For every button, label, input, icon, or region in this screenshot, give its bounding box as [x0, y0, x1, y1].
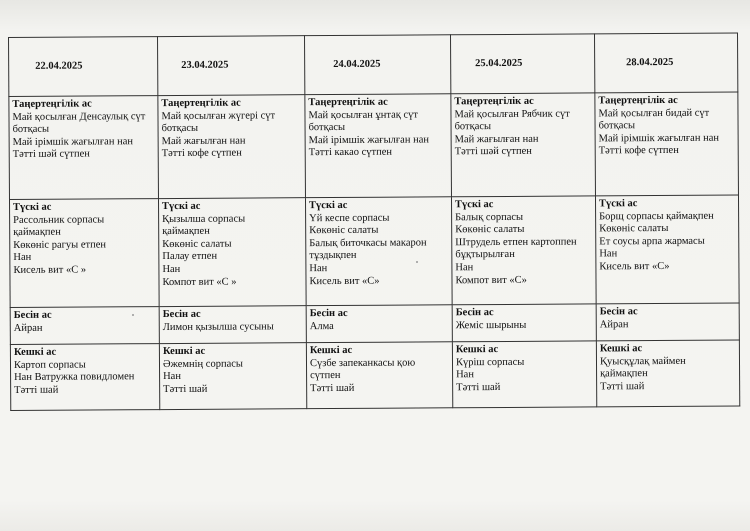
meal-title: Таңертеңгілік ас	[598, 94, 678, 107]
menu-item: Май қосылған Рябчик сүт	[454, 108, 570, 120]
menu-item: Көкөніс рагуы етпен	[13, 239, 107, 251]
menu-item: Борщ сорпасы қаймақпен	[599, 210, 714, 222]
menu-item: Көкөніс салаты	[162, 238, 232, 250]
menu-item: Айран	[13, 322, 43, 334]
menu-item: Тәтті шай	[14, 384, 59, 396]
scan-speck	[416, 261, 418, 263]
menu-item: Май қосылған Денсаулық сүт	[12, 110, 146, 123]
menu-item: Нан	[163, 371, 181, 383]
menu-item: Сүзбе запеканкасы қою	[309, 357, 416, 369]
meal-title: Кешкі ас	[13, 346, 57, 358]
dinner-cell	[159, 343, 306, 410]
lunch-cell	[595, 195, 739, 304]
meal-title: Түскі ас	[454, 199, 494, 211]
dinner-row	[10, 340, 739, 410]
menu-item: Май ірімшік жағылған нан	[598, 132, 719, 145]
date-header-row	[9, 33, 738, 96]
weekly-menu-table	[8, 33, 740, 411]
menu-item: Балық сорпасы	[455, 211, 524, 223]
menu-item: Айран	[599, 318, 629, 330]
menu-item: қаймақпен	[13, 226, 61, 239]
meal-title: Кешкі ас	[309, 344, 353, 357]
menu-item: Компот вит «С»	[455, 274, 527, 286]
dinner-cell	[10, 344, 159, 411]
menu-item: ботқасы	[308, 122, 346, 134]
menu-item: Тәтті шай	[600, 380, 645, 393]
dinner-cell	[596, 340, 739, 407]
menu-item: Май қосылған бидай сүт	[598, 107, 710, 119]
meal-title: Бесін ас	[162, 308, 201, 321]
afternoon-snack-cell	[159, 306, 306, 344]
menu-item: ботқасы	[161, 123, 199, 135]
breakfast-row	[9, 92, 739, 199]
menu-item: қаймақпен	[600, 368, 648, 380]
afternoon-snack-cell	[596, 303, 739, 341]
menu-item: Тәтті шай	[456, 381, 501, 394]
meal-title: Таңертеңгілік ас	[454, 95, 534, 108]
menu-item: ботқасы	[12, 123, 50, 136]
breakfast-cell	[595, 92, 739, 196]
menu-item: Нан	[309, 263, 328, 275]
meal-title: Түскі ас	[309, 199, 348, 212]
scan-speck	[132, 314, 134, 316]
menu-item: Балық биточкасы макарон	[309, 237, 427, 249]
lunch-cell	[9, 199, 159, 308]
menu-item: Көкөніс салаты	[309, 224, 379, 237]
dinner-cell	[306, 342, 452, 409]
meal-title: Кешкі ас	[455, 344, 499, 356]
lunch-cell	[305, 197, 452, 306]
menu-item: тұздықпен	[309, 250, 357, 262]
menu-item: Лимон қызылша сусыны	[162, 320, 274, 333]
date-header-cell: 25.04.2025	[450, 34, 594, 94]
lunch-row	[9, 195, 739, 307]
menu-item: Картоп сорпасы	[13, 359, 86, 371]
menu-item: Май ірімшік жағылған нан	[12, 136, 134, 148]
menu-item: Ет соусы арпа жармасы	[599, 235, 705, 248]
meal-title: Түскі ас	[162, 200, 201, 213]
menu-item: қаймақпен	[162, 225, 210, 238]
menu-item: Көкөніс салаты	[455, 224, 525, 236]
menu-item: Кисель вит «С»	[599, 260, 670, 273]
menu-item: Штрудель етпен картоппен	[455, 236, 577, 249]
breakfast-cell	[451, 93, 596, 197]
menu-item: Тәтті шәй сүтпен	[454, 146, 532, 158]
menu-item: Нан	[13, 252, 32, 264]
menu-item: Нан	[599, 248, 618, 260]
menu-item: Үй кеспе сорпасы	[309, 212, 390, 224]
meal-title: Бесін ас	[599, 306, 638, 318]
menu-item: Май қосылған ұнтақ сүт	[308, 109, 419, 121]
meal-title: Бесін ас	[455, 307, 494, 319]
menu-item: Жеміс шырыны	[455, 319, 527, 331]
menu-item: Кисель вит «С »	[13, 264, 87, 276]
meal-title: Бесін ас	[309, 307, 348, 320]
menu-item: Тәтті шәй сүтпен	[12, 148, 90, 161]
breakfast-cell	[9, 96, 159, 200]
afternoon-snack-cell	[306, 305, 452, 343]
menu-item: Алма	[309, 320, 334, 332]
menu-item: Тәтті шай	[310, 382, 355, 394]
dinner-cell	[452, 341, 596, 408]
menu-item: Көкөніс салаты	[599, 223, 669, 235]
menu-item: Май жағылған нан	[161, 135, 246, 147]
meal-title: Түскі ас	[13, 201, 52, 213]
menu-item: Май жағылған нан	[454, 133, 539, 146]
lunch-cell	[158, 198, 306, 307]
menu-item: сүтпен	[310, 370, 341, 382]
afternoon-snack-row	[10, 303, 739, 344]
breakfast-cell	[305, 94, 452, 198]
menu-item: Әжемнің сорпасы	[162, 358, 243, 370]
breakfast-cell	[158, 95, 306, 199]
meal-title: Кешкі ас	[599, 343, 643, 355]
menu-item: Май қосылған жүгері сүт	[161, 109, 276, 122]
menu-item: Қуысқұлақ маймен	[599, 355, 686, 367]
menu-item: Палау етпен	[162, 251, 218, 263]
menu-item: ботқасы	[454, 121, 492, 133]
menu-item: Май ірімшік жағылған нан	[308, 134, 429, 146]
afternoon-snack-cell	[452, 304, 596, 342]
menu-item: Рассольник сорпасы	[13, 214, 105, 226]
menu-item: Қызылша сорпасы	[162, 213, 246, 225]
menu-item: Нан Ватружка повидломен	[14, 371, 135, 384]
date-header-cell: 22.04.2025	[9, 37, 158, 97]
meal-title: Таңертеңгілік ас	[12, 98, 92, 110]
menu-item: Компот вит «С »	[162, 276, 237, 288]
menu-item: Тәтті какао сүтпен	[308, 147, 393, 159]
menu-item: Тәтті шай	[163, 383, 208, 395]
meal-title: Бесін ас	[13, 309, 52, 321]
menu-item: Кисель вит «С»	[309, 275, 380, 287]
meal-title: Кешкі ас	[162, 345, 206, 358]
lunch-cell	[451, 196, 596, 305]
menu-item: Күріш сорпасы	[455, 356, 525, 368]
date-header-cell: 23.04.2025	[158, 36, 305, 96]
afternoon-snack-cell	[10, 307, 159, 345]
menu-item: Тәтті кофе сүтпен	[598, 145, 679, 157]
meal-title: Түскі ас	[598, 198, 638, 210]
date-header-cell: 24.04.2025	[304, 35, 450, 95]
meal-title: Таңертеңгілік ас	[161, 97, 241, 110]
menu-item: Нан	[456, 369, 474, 381]
menu-item: ботқасы	[598, 120, 636, 132]
date-header-cell: 28.04.2025	[594, 33, 737, 93]
menu-item: бұқтырылған	[455, 249, 515, 261]
menu-item: Нан	[162, 263, 181, 276]
menu-item: Тәтті кофе сүтпен	[161, 147, 242, 160]
menu-item: Нан	[455, 262, 474, 274]
meal-title: Таңертеңгілік ас	[308, 96, 388, 109]
